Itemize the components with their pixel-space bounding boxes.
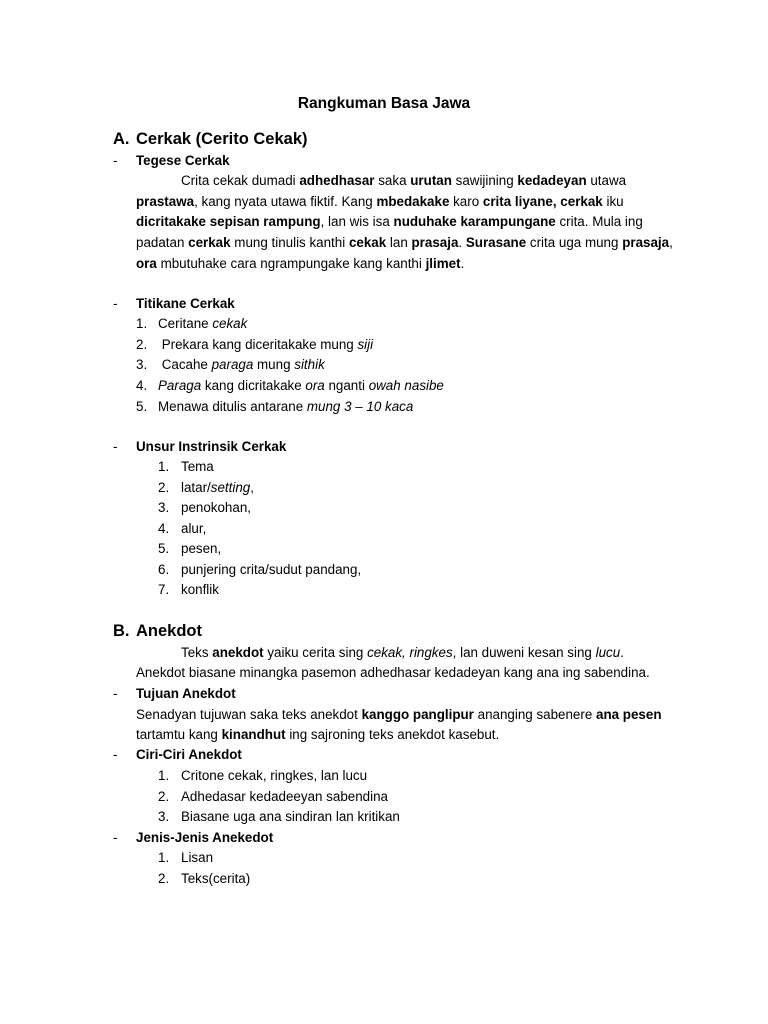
list-number: 1. [158,768,170,783]
list-item: konflik [181,582,219,597]
bullet-dash: - [113,439,118,454]
list-number: 2. [136,337,148,352]
list-item: Cacahe paraga mung sithik [158,357,325,372]
unsur-label: Unsur Instrinsik Cerkak [136,439,287,454]
ciri-label: Ciri-Ciri Anekdot [136,747,242,762]
list-item: Lisan [181,850,214,865]
list-item: Paraga kang dicritakake ora nganti owah nasibe [158,378,444,393]
anekdot-intro-line-1: Teks anekdot yaiku cerita sing cekak, ringkes, lan duweni kesan sing lucu. [181,645,624,660]
list-item: Menawa ditulis antarane mung 3 – 10 kaca [158,399,414,414]
list-number: 1. [158,459,170,474]
list-number: 5. [136,399,148,414]
anekdot-intro-line-2: Anekdot biasane minangka pasemon adhedhasar kedadeyan kang ana ing sabendina. [136,665,650,680]
list-item: Critone cekak, ringkes, lan lucu [181,768,368,783]
bullet-dash: - [113,830,118,845]
section-b-letter: B. [113,622,130,640]
list-number: 2. [158,789,170,804]
tujuan-line-1: Senadyan tujuwan saka teks anekdot kanggo panglipur ananging sabenere ana pesen [136,707,662,722]
list-item: Prekara kang diceritakake mung siji [158,337,374,352]
list-item: Tema [181,459,214,474]
titikane-label: Titikane Cerkak [136,296,235,311]
tegese-line-4: padatan cerkak mung tinulis kanthi cekak lan prasaja. Surasane crita uga mung prasaja, [136,235,673,250]
list-number: 3. [158,500,170,515]
list-item: latar/setting, [181,480,254,495]
jenis-label: Jenis-Jenis Anekedot [136,830,274,845]
list-number: 3. [136,357,148,372]
section-a-letter: A. [113,130,130,148]
list-number: 1. [136,316,148,331]
bullet-dash: - [113,686,118,701]
bullet-dash: - [113,153,118,168]
list-number: 2. [158,480,170,495]
list-item: pesen, [181,541,222,556]
list-item: penokohan, [181,500,251,515]
tegese-label: Tegese Cerkak [136,153,230,168]
list-number: 2. [158,871,170,886]
list-number: 7. [158,582,170,597]
tujuan-label: Tujuan Anekdot [136,686,236,701]
list-number: 4. [158,521,170,536]
list-number: 6. [158,562,170,577]
section-a-heading: Cerkak (Cerito Cekak) [136,130,308,148]
list-number: 1. [158,850,170,865]
tegese-line-2: prastawa, kang nyata utawa fiktif. Kang mbedakake karo crita liyane, cerkak iku [136,194,624,209]
bullet-dash: - [113,747,118,762]
list-number: 5. [158,541,170,556]
document-title: Rangkuman Basa Jawa [297,95,471,112]
list-item: Biasane uga ana sindiran lan kritikan [181,809,400,824]
list-item: Teks(cerita) [181,871,251,886]
list-number: 4. [136,378,148,393]
tegese-line-5: ora mbutuhake cara ngrampungake kang kanthi jlimet. [136,256,465,271]
list-item: punjering crita/sudut pandang, [181,562,362,577]
tegese-line-3: dicritakake sepisan rampung, lan wis isa nuduhake karampungane crita. Mula ing [136,214,643,229]
section-b-heading: Anekdot [136,622,202,640]
tujuan-line-2: tartamtu kang kinandhut ing sajroning teks anekdot kasebut. [136,727,500,742]
list-item: Adhedasar kedadeeyan sabendina [181,789,388,804]
list-item: Ceritane cekak [158,316,248,331]
list-number: 3. [158,809,170,824]
bullet-dash: - [113,296,118,311]
list-item: alur, [181,521,207,536]
tegese-line-1: Crita cekak dumadi adhedhasar saka urutan sawijining kedadeyan utawa [181,173,627,188]
